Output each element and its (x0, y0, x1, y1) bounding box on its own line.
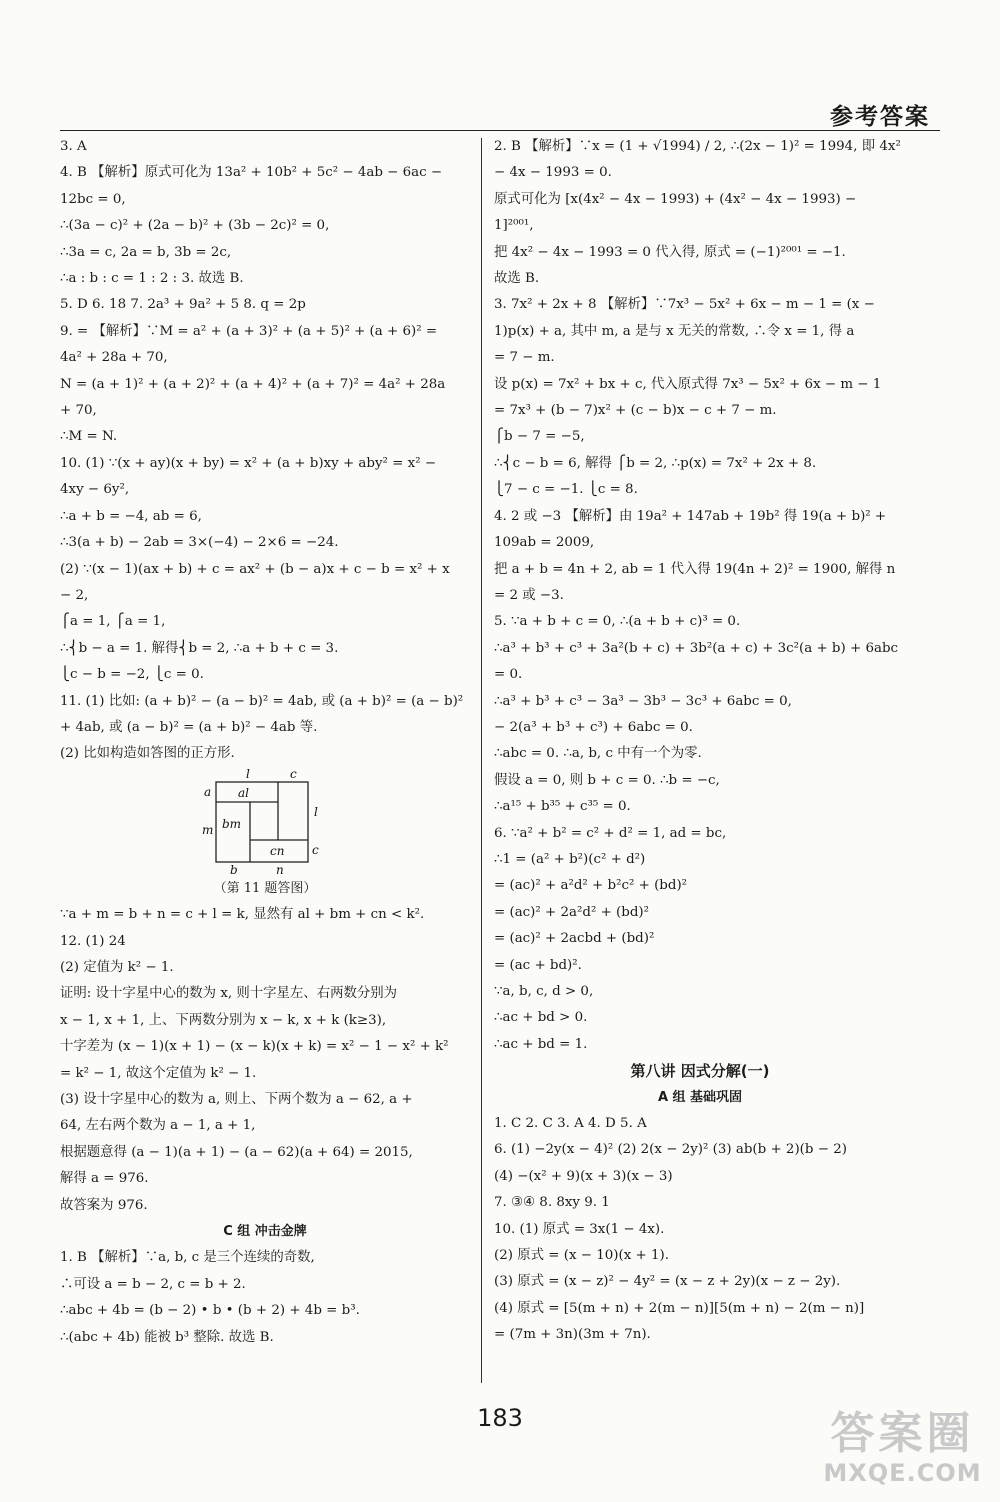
label-cn: cn (270, 843, 285, 858)
header-title: 参考答案 (830, 104, 930, 130)
text-line: = 7 − m. (494, 350, 555, 366)
group-c-title: C 组 冲击金牌 (223, 1224, 307, 1240)
label-n-bottom: n (276, 862, 284, 876)
text-line: 2. B 【解析】∵x = (1 + √1994) / 2, ∴(2x − 1)² = 1994, 即 4x² (494, 139, 901, 154)
text-line: 12. (1) 24 (60, 933, 126, 949)
text-line: 1)p(x) + a, 其中 m, a 是与 x 无关的常数, ∴令 x = 1, 得 a (494, 323, 855, 339)
text-line: 1]²⁰⁰¹, (494, 218, 534, 234)
text-line: (4) −(x² + 9)(x + 3)(x − 3) (494, 1168, 673, 1184)
text-line: 4. 2 或 −3 【解析】由 19a² + 147ab + 19b² 得 19(a + b)² + (494, 508, 887, 524)
figure-11 (60, 768, 470, 876)
text-line: ∴1 = (a² + b²)(c² + d²) (494, 851, 646, 867)
text-line: 解得 a = 976. (60, 1171, 149, 1187)
text-line: 5. ∵a + b + c = 0, ∴(a + b + c)³ = 0. (494, 614, 741, 630)
text-line: (3) 原式 = (x − z)² − 4y² = (x − z + 2y)(x − z − 2y). (494, 1274, 841, 1290)
page-header (60, 96, 940, 131)
text-line: ∴⎨c − b = 6, 解得 ⎧b = 2, ∴p(x) = 7x² + 2x + 8. (494, 455, 817, 471)
text-line: ∴ac + bd > 0. (494, 1010, 588, 1026)
watermark-main: 答案圈 (830, 1408, 975, 1459)
text-line: ∴(abc + 4b) 能被 b³ 整除. 故选 B. (60, 1329, 274, 1345)
text-line: ∴abc + 4b = (b − 2) • b • (b + 2) + 4b = b³. (60, 1303, 360, 1319)
right-column (494, 134, 906, 1349)
text-line: 根据题意得 (a − 1)(a + 1) − (a − 62)(a + 64) = 2015, (60, 1144, 413, 1160)
text-line: 把 4x² − 4x − 1993 = 0 代入得, 原式 = (−1)²⁰⁰¹ = −1. (494, 244, 846, 260)
text-line: 1. B 【解析】∵a, b, c 是三个连续的奇数, (60, 1250, 315, 1266)
label-c-right: c (312, 842, 319, 857)
text-line: 7. ③④ 8. 8xy 9. 1 (494, 1195, 610, 1211)
text-line: (2) ∵(x − 1)(ax + b) + c = ax² + (b − a)x + c − b = x² + x (60, 561, 450, 577)
text-line: 12bc = 0, (60, 191, 126, 207)
label-b-bottom: b (230, 862, 238, 876)
text-line: ∴M = N. (60, 429, 118, 445)
text-line: ⎧a = 1, ⎧a = 1, (60, 614, 166, 630)
text-line: (3) 设十字星中心的数为 a, 则上、下两个数为 a − 62, a + (60, 1092, 413, 1107)
text-line: = 2 或 −3. (494, 587, 564, 603)
text-line: = (7m + 3n)(3m + 7n). (494, 1327, 651, 1343)
text-line: ∴⎨b − a = 1. 解得⎨b = 2, ∴a + b + c = 3. (60, 640, 339, 656)
text-line: 假设 a = 0, 则 b + c = 0. ∴b = −c, (494, 772, 720, 788)
text-line: 109ab = 2009, (494, 535, 595, 551)
text-line: = (ac + bd)². (494, 957, 582, 973)
text-line: = k² − 1, 故这个定值为 k² − 1. (60, 1065, 257, 1081)
text-line: 1. C 2. C 3. A 4. D 5. A (494, 1116, 647, 1132)
text-line: ∴ac + bd = 1. (494, 1036, 588, 1052)
text-line: ∴a¹⁵ + b³⁵ + c³⁵ = 0. (494, 799, 631, 815)
text-line: ∵a, b, c, d > 0, (494, 984, 594, 999)
label-l-right: l (314, 804, 318, 819)
text-line: ∴a³ + b³ + c³ − 3a³ − 3b³ − 3c³ + 6abc = 0, (494, 693, 792, 709)
text-line: 4a² + 28a + 70, (60, 350, 168, 366)
page-number: 183 (477, 1404, 523, 1432)
text-line: 5. D 6. 18 7. 2a³ + 9a² + 5 8. q = 2p (60, 297, 306, 313)
text-line: − 2(a³ + b³ + c³) + 6abc = 0. (494, 719, 693, 735)
text-line: 故选 B. (494, 271, 540, 287)
text-line: 设 p(x) = 7x² + bx + c, 代入原式得 7x³ − 5x² + 6x − m − 1 (494, 376, 882, 392)
text-line: (2) 比如构造如答图的正方形. (60, 746, 235, 762)
text-line: 4xy − 6y², (60, 482, 130, 498)
text-line: ∵a + m = b + n = c + l = k, 显然有 al + bm + cn < k². (60, 907, 425, 923)
text-line: ⎩c − b = −2, ⎩c = 0. (60, 667, 204, 683)
text-line: ⎧b − 7 = −5, (494, 429, 585, 445)
left-block-1 (60, 134, 470, 768)
text-line: = (ac)² + 2acbd + (bd)² (494, 931, 655, 947)
section-8-title: 第八讲 因式分解(一) (630, 1062, 770, 1081)
text-line: = 0. (494, 667, 523, 683)
right-block-2 (494, 1111, 906, 1349)
square-diagram (190, 768, 330, 876)
text-line: 3. 7x² + 2x + 8 【解析】∵7x³ − 5x² + 6x − m − 1 = (x − (494, 297, 875, 313)
left-column (60, 134, 470, 1351)
right-block-1 (494, 134, 906, 1058)
text-line: (2) 原式 = (x − 10)(x + 1). (494, 1248, 670, 1264)
text-line: ∴(3a − c)² + (2a − b)² + (3b − 2c)² = 0, (60, 218, 330, 234)
label-a-left: a (204, 784, 212, 799)
text-line: 6. (1) −2y(x − 4)² (2) 2(x − 2y)² (3) ab(b + 2)(b − 2) (494, 1142, 847, 1158)
left-block-3 (60, 1245, 470, 1351)
text-line: ∴a + b = −4, ab = 6, (60, 508, 202, 524)
text-line: ⎩7 − c = −1. ⎩c = 8. (494, 482, 638, 498)
label-al: al (238, 785, 249, 800)
text-line: 11. (1) 比如: (a + b)² − (a − b)² = 4ab, 或 (a + b)² = (a − b)² (60, 693, 464, 709)
text-line: 原式可化为 [x(4x² − 4x − 1993) + (4x² − 4x − 1993) − (494, 191, 857, 207)
text-line: x − 1, x + 1, 上、下两数分别为 x − k, x + k (k≥3), (60, 1012, 387, 1028)
text-line: 3. A (60, 139, 87, 154)
text-line: ∴可设 a = b − 2, c = b + 2. (60, 1276, 246, 1292)
text-line: ∴abc = 0. ∴a, b, c 中有一个为零. (494, 746, 702, 762)
text-line: ∴a³ + b³ + c³ + 3a²(b + c) + 3b²(a + c) + 3c²(a + b) + 6abc (494, 640, 899, 656)
text-line: − 4x − 1993 = 0. (494, 165, 612, 181)
text-line: = (ac)² + 2a²d² + (bd)² (494, 904, 650, 920)
watermark-logo (815, 1408, 990, 1494)
text-line: 10. (1) ∵(x + ay)(x + by) = x² + (a + b)xy + aby² = x² − (60, 455, 437, 471)
figure-caption: （第 11 题答图） (213, 880, 317, 896)
group-a-title: A 组 基础巩固 (657, 1089, 743, 1105)
text-line: + 4ab, 或 (a − b)² = (a + b)² − 4ab 等. (60, 719, 318, 735)
text-line: 64, 左右两个数为 a − 1, a + 1, (60, 1118, 256, 1134)
label-bm: bm (222, 816, 242, 831)
text-line: (2) 定值为 k² − 1. (60, 959, 174, 975)
text-line: 10. (1) 原式 = 3x(1 − 4x). (494, 1221, 665, 1237)
left-block-2 (60, 902, 470, 1219)
text-line: 十字差为 (x − 1)(x + 1) − (x − k)(x + k) = x² − 1 − x² + k² (60, 1039, 449, 1055)
text-line: + 70, (60, 403, 97, 419)
text-line: ∴3a = c, 2a = b, 3b = 2c, (60, 244, 232, 260)
text-line: 6. ∵a² + b² = c² + d² = 1, ad = bc, (494, 825, 727, 841)
text-line: ∴3(a + b) − 2ab = 3×(−4) − 2×6 = −24. (60, 535, 339, 551)
text-line: N = (a + 1)² + (a + 2)² + (a + 4)² + (a + 7)² = 4a² + 28a (60, 376, 446, 392)
watermark-url: MXQE.COM (823, 1459, 982, 1487)
text-line: 9. = 【解析】∵M = a² + (a + 3)² + (a + 5)² + (a + 6)² = (60, 323, 438, 339)
text-line: = (ac)² + a²d² + b²c² + (bd)² (494, 878, 688, 894)
text-line: 证明: 设十字星中心的数为 x, 则十字星左、右两数分别为 (60, 986, 398, 1002)
column-divider (481, 138, 482, 1383)
label-c-top: c (290, 767, 297, 781)
text-line: (4) 原式 = [5(m + n) + 2(m − n)][5(m + n) − 2(m − n)] (494, 1300, 865, 1316)
text-line: 故答案为 976. (60, 1197, 148, 1213)
text-line: − 2, (60, 587, 89, 603)
text-line: 4. B 【解析】原式可化为 13a² + 10b² + 5c² − 4ab − 6ac − (60, 165, 443, 181)
text-line: 把 a + b = 4n + 2, ab = 1 代入得 19(4n + 2)² = 1900, 解得 n (494, 561, 896, 577)
label-l-top: l (246, 767, 250, 781)
text-line: = 7x³ + (b − 7)x² + (c − b)x − c + 7 − m. (494, 403, 777, 419)
label-m-left: m (202, 822, 214, 837)
text-line: ∴a : b : c = 1 : 2 : 3. 故选 B. (60, 271, 244, 287)
